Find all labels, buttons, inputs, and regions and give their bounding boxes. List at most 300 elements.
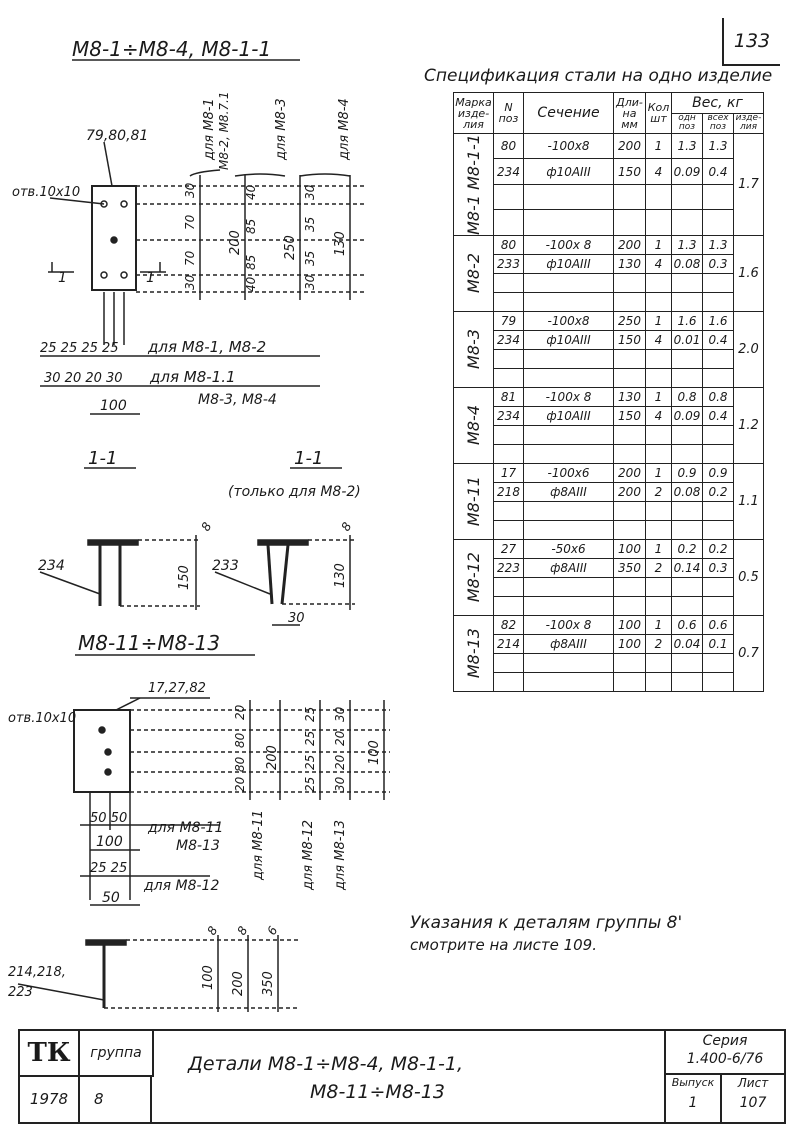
hdr-w-one: одн поз: [672, 113, 703, 134]
spec-row: [454, 672, 764, 691]
spec-row: [454, 596, 764, 615]
spec-cell-w2: [703, 577, 734, 596]
spec-cell-s: -100x 8: [524, 235, 614, 254]
spec-item-weight: 1.1: [734, 463, 764, 539]
spec-cell-s: [524, 520, 614, 539]
hdr-mark: Марка изде-лия: [454, 93, 494, 134]
spec-cell-w1: 0.8: [672, 387, 703, 406]
spec-cell-q: [646, 273, 672, 292]
spec-cell-w1: [672, 368, 703, 387]
spec-row: [454, 444, 764, 463]
spec-cell-w2: 0.3: [703, 558, 734, 577]
spec-cell-w1: 1.6: [672, 311, 703, 330]
section-dim-30: 30: [288, 611, 305, 626]
spec-cell-n: 82: [494, 615, 524, 634]
spec-row: [454, 634, 764, 653]
spec-cell-q: 2: [646, 558, 672, 577]
spec-cell-s: [524, 368, 614, 387]
dim-130: 130: [333, 231, 348, 256]
spec-cell-l: [614, 425, 646, 444]
spec-cell-w2: 1.3: [703, 134, 734, 159]
spec-cell-w2: 0.2: [703, 539, 734, 558]
spec-item-weight: 1.7: [734, 134, 764, 236]
spec-cell-l: [614, 653, 646, 672]
spec-cell-s: [524, 292, 614, 311]
spec-cell-l: 150: [614, 330, 646, 349]
spec-cell-l: 130: [614, 254, 646, 273]
section-pos-233: 233: [212, 558, 239, 574]
mid-dim-20d: 20: [333, 754, 347, 770]
section-thk-8a: 8: [198, 519, 215, 534]
spec-cell-w2: [703, 501, 734, 520]
dim-m83-4: 40: [244, 276, 258, 292]
mid-dim-25b: 25: [303, 730, 317, 746]
spec-mark: М8-11: [463, 476, 483, 527]
spec-cell-l: 350: [614, 558, 646, 577]
spec-cell-w1: [672, 577, 703, 596]
dim-m84-1: 30: [303, 184, 317, 200]
bottom-thk-6: 6: [264, 923, 281, 938]
hdr-length: Дли-на мм: [614, 93, 646, 134]
note-line2: смотрите на листе 109.: [410, 936, 597, 954]
spec-cell-l: [614, 501, 646, 520]
spec-row: [454, 653, 764, 672]
spec-cell-n: [494, 292, 524, 311]
spec-mark-cell: [454, 539, 494, 615]
spec-cell-l: [614, 672, 646, 691]
spec-cell-w1: [672, 184, 703, 209]
spec-cell-l: [614, 273, 646, 292]
spec-item-weight: 0.5: [734, 539, 764, 615]
mid-label-m812: для М8-12: [301, 820, 316, 890]
mid-dim-200: 200: [265, 745, 280, 770]
spec-cell-l: 200: [614, 482, 646, 501]
spec-cell-n: [494, 210, 524, 236]
mid-width-row1: 50 50: [90, 811, 128, 826]
spec-table: [453, 92, 764, 692]
mid-width-100: 100: [96, 834, 123, 850]
spec-cell-s: -100x8: [524, 134, 614, 159]
label-for-m81: для М8-1: [202, 98, 217, 160]
spec-cell-l: [614, 444, 646, 463]
bottom-marks-2: 223: [8, 985, 33, 1000]
spec-cell-n: [494, 444, 524, 463]
spec-item-weight: 1.2: [734, 387, 764, 463]
dim-30-b: 30: [183, 274, 197, 290]
spec-cell-l: 100: [614, 539, 646, 558]
tk-logo: ТК: [20, 1031, 80, 1077]
spec-mark-cell: [454, 311, 494, 387]
spec-cell-w1: [672, 349, 703, 368]
spec-item-weight: 1.6: [734, 235, 764, 311]
spec-cell-n: [494, 653, 524, 672]
spec-cell-w1: [672, 210, 703, 236]
spec-cell-n: 27: [494, 539, 524, 558]
spec-cell-s: -100x8: [524, 311, 614, 330]
spec-cell-l: [614, 210, 646, 236]
spec-cell-w2: [703, 653, 734, 672]
spec-cell-w2: [703, 672, 734, 691]
issue-label: Выпуск: [671, 1076, 715, 1089]
spec-cell-s: [524, 210, 614, 236]
spec-cell-q: 1: [646, 311, 672, 330]
width-row1-label: для М8-1, М8-2: [148, 338, 267, 356]
spec-cell-w2: 0.3: [703, 254, 734, 273]
spec-item-weight: 0.7: [734, 615, 764, 691]
spec-item-weight: 2.0: [734, 311, 764, 387]
section-1-1b-note: (только для М8-2): [228, 484, 361, 500]
spec-cell-n: 234: [494, 330, 524, 349]
spec-cell-n: [494, 368, 524, 387]
spec-cell-q: [646, 184, 672, 209]
year: 1978: [20, 1077, 80, 1122]
hdr-w-all: всех поз: [703, 113, 734, 134]
hdr-weight: Вес, кг: [672, 93, 764, 114]
spec-cell-q: 4: [646, 159, 672, 184]
spec-cell-n: [494, 349, 524, 368]
spec-cell-n: 234: [494, 159, 524, 184]
dim-250: 250: [283, 235, 298, 260]
spec-cell-n: [494, 273, 524, 292]
sheet-value: 107: [739, 1095, 767, 1111]
spec-cell-w2: [703, 273, 734, 292]
spec-cell-q: [646, 292, 672, 311]
mid-dim-80b: 80: [233, 756, 247, 772]
dim-m83-2: 85: [244, 218, 258, 234]
mid-dim-25a: 25: [303, 706, 317, 722]
spec-row: [454, 159, 764, 184]
bottom-dim-100: 100: [201, 965, 216, 990]
spec-cell-w2: [703, 596, 734, 615]
width-row2-label2: М8-3, М8-4: [198, 392, 277, 408]
sheet-number: 133: [722, 18, 780, 66]
section-1-1b: 1-1: [294, 448, 324, 469]
spec-cell-w1: [672, 501, 703, 520]
width-100: 100: [100, 398, 127, 414]
spec-cell-l: [614, 292, 646, 311]
spec-row: [454, 539, 764, 558]
hdr-section: Сечение: [524, 93, 614, 134]
spec-cell-n: 80: [494, 235, 524, 254]
title-mid: М8-11÷М8-13: [78, 631, 221, 655]
width-row1: 25 25 25 25: [40, 341, 119, 356]
spec-cell-s: -100x 8: [524, 615, 614, 634]
spec-cell-n: [494, 672, 524, 691]
spec-cell-n: [494, 520, 524, 539]
bottom-marks: 214,218,: [8, 965, 66, 980]
spec-cell-w1: [672, 273, 703, 292]
spec-cell-s: [524, 596, 614, 615]
spec-cell-w1: 0.14: [672, 558, 703, 577]
spec-cell-w1: [672, 425, 703, 444]
spec-mark: М8-3: [463, 329, 483, 370]
note-line1: Указания к деталям группы 8': [410, 913, 683, 933]
spec-cell-w1: 1.3: [672, 235, 703, 254]
spec-cell-n: [494, 425, 524, 444]
spec-cell-w1: 1.3: [672, 134, 703, 159]
spec-cell-q: [646, 520, 672, 539]
spec-cell-q: [646, 349, 672, 368]
spec-cell-s: ф8АIII: [524, 482, 614, 501]
spec-cell-w1: 0.09: [672, 406, 703, 425]
issue-value: 1: [688, 1095, 698, 1111]
section-dim-130: 130: [333, 563, 348, 588]
spec-cell-q: [646, 425, 672, 444]
spec-cell-s: ф10АIII: [524, 254, 614, 273]
spec-cell-q: 2: [646, 482, 672, 501]
spec-cell-s: [524, 273, 614, 292]
spec-row: [454, 387, 764, 406]
spec-cell-q: [646, 501, 672, 520]
spec-cell-s: [524, 184, 614, 209]
marks-mid: 17,27,82: [148, 681, 206, 696]
spec-mark: М8-2: [463, 253, 483, 294]
label-for-m82: М8-2, М8.7.1: [217, 91, 231, 170]
dim-70-a: 70: [183, 214, 197, 230]
section-1-1: 1-1: [88, 448, 118, 469]
mid-width-row2-label: для М8-12: [144, 878, 220, 894]
dim-30-a: 30: [183, 182, 197, 198]
mid-dim-30a: 30: [333, 706, 347, 722]
spec-cell-q: [646, 596, 672, 615]
spec-cell-w1: 0.6: [672, 615, 703, 634]
spec-cell-w2: 0.8: [703, 387, 734, 406]
spec-cell-w1: [672, 444, 703, 463]
spec-cell-w2: 0.4: [703, 159, 734, 184]
mid-dim-100: 100: [367, 740, 382, 765]
label-for-m83: для М8-3: [274, 98, 289, 160]
dim-70-b: 70: [183, 250, 197, 266]
bottom-thk-8b: 8: [234, 923, 251, 938]
spec-row: [454, 558, 764, 577]
title-block: [18, 1029, 786, 1124]
spec-cell-n: 17: [494, 463, 524, 482]
spec-cell-l: [614, 577, 646, 596]
spec-mark: М8-4: [463, 405, 483, 446]
spec-cell-n: [494, 501, 524, 520]
spec-cell-w1: 0.09: [672, 159, 703, 184]
hdr-w-item: изде-лия: [734, 113, 764, 134]
spec-cell-s: ф10АIII: [524, 330, 614, 349]
spec-cell-s: [524, 577, 614, 596]
spec-row: [454, 134, 764, 159]
spec-row: [454, 520, 764, 539]
spec-row: [454, 235, 764, 254]
spec-cell-l: [614, 184, 646, 209]
mid-dim-20a: 20: [233, 704, 247, 720]
spec-cell-s: [524, 349, 614, 368]
spec-cell-q: 1: [646, 235, 672, 254]
spec-cell-q: 1: [646, 463, 672, 482]
section-dim-150: 150: [177, 565, 192, 590]
spec-cell-s: [524, 444, 614, 463]
section-mark-left: 1: [58, 270, 67, 286]
spec-row: [454, 330, 764, 349]
hole-mid: отв.10x10: [8, 711, 77, 726]
spec-cell-q: 4: [646, 330, 672, 349]
section-thk-8b: 8: [338, 519, 355, 534]
mid-width-row2: 25 25: [90, 861, 128, 876]
mid-width-50: 50: [102, 890, 120, 906]
spec-cell-w1: 0.01: [672, 330, 703, 349]
mid-dim-30b: 30: [333, 776, 347, 792]
spec-cell-s: [524, 501, 614, 520]
spec-cell-q: [646, 210, 672, 236]
spec-mark-cell: [454, 235, 494, 311]
hdr-num: N поз: [494, 93, 524, 134]
series-value: 1.400-6/76: [686, 1051, 764, 1067]
spec-cell-n: 79: [494, 311, 524, 330]
spec-row: [454, 482, 764, 501]
spec-cell-n: [494, 577, 524, 596]
spec-cell-w2: [703, 292, 734, 311]
dim-m84-3: 35: [303, 250, 317, 266]
spec-mark: М8-12: [463, 552, 483, 603]
dim-m84-2: 35: [303, 216, 317, 232]
title-line1: Детали М8-1÷М8-4, М8-1-1,: [188, 1053, 464, 1075]
spec-cell-w2: [703, 210, 734, 236]
spec-cell-n: 214: [494, 634, 524, 653]
dim-200: 200: [228, 230, 243, 255]
mid-dim-20b: 20: [233, 776, 247, 792]
spec-cell-w1: [672, 520, 703, 539]
spec-cell-s: -50x6: [524, 539, 614, 558]
spec-row: [454, 311, 764, 330]
spec-cell-l: 200: [614, 235, 646, 254]
spec-cell-q: 2: [646, 634, 672, 653]
spec-cell-w2: [703, 184, 734, 209]
spec-cell-s: ф10АIII: [524, 406, 614, 425]
dim-m83-3: 85: [244, 254, 258, 270]
title-top: М8-1÷М8-4, М8-1-1: [72, 37, 272, 61]
spec-cell-s: -100x6: [524, 463, 614, 482]
spec-cell-n: [494, 596, 524, 615]
spec-cell-w1: [672, 292, 703, 311]
spec-row: [454, 184, 764, 209]
mid-label-m813: для М8-13: [333, 820, 348, 890]
mid-label-m811: для М8-11: [251, 810, 266, 880]
spec-row: [454, 577, 764, 596]
spec-cell-w1: [672, 596, 703, 615]
spec-cell-s: -100x 8: [524, 387, 614, 406]
spec-row: [454, 254, 764, 273]
spec-cell-w2: [703, 444, 734, 463]
spec-cell-q: [646, 368, 672, 387]
spec-row: [454, 425, 764, 444]
spec-cell-l: 250: [614, 311, 646, 330]
mid-dim-25c: 25: [303, 754, 317, 770]
spec-cell-q: [646, 577, 672, 596]
spec-cell-w1: 0.08: [672, 482, 703, 501]
spec-cell-l: [614, 349, 646, 368]
spec-cell-q: 4: [646, 254, 672, 273]
spec-row: [454, 349, 764, 368]
spec-cell-w1: 0.08: [672, 254, 703, 273]
spec-cell-q: [646, 444, 672, 463]
spec-row: [454, 463, 764, 482]
spec-cell-l: 100: [614, 615, 646, 634]
spec-cell-n: 81: [494, 387, 524, 406]
group-label: группа: [80, 1031, 154, 1077]
spec-cell-n: 223: [494, 558, 524, 577]
width-row2-label: для М8-1.1: [150, 368, 236, 386]
spec-cell-w1: [672, 672, 703, 691]
spec-cell-w2: [703, 349, 734, 368]
spec-row: [454, 368, 764, 387]
marks-top: 79,80,81: [86, 128, 149, 144]
spec-cell-s: [524, 425, 614, 444]
spec-cell-w2: [703, 368, 734, 387]
bottom-thk-8a: 8: [204, 923, 221, 938]
spec-cell-s: [524, 672, 614, 691]
section-pos-234: 234: [38, 558, 65, 574]
spec-cell-s: ф8АIII: [524, 558, 614, 577]
spec-cell-l: 130: [614, 387, 646, 406]
dim-m83-1: 40: [244, 184, 258, 200]
spec-cell-q: 4: [646, 406, 672, 425]
group-value: 8: [80, 1077, 152, 1122]
spec-mark-cell: [454, 134, 494, 236]
spec-mark-cell: [454, 463, 494, 539]
spec-cell-l: 200: [614, 134, 646, 159]
spec-cell-l: 150: [614, 159, 646, 184]
section-mark-right: 1: [146, 270, 155, 286]
spec-cell-n: 234: [494, 406, 524, 425]
mid-width-row1-label2: М8-13: [176, 838, 220, 854]
spec-row: [454, 501, 764, 520]
spec-cell-q: 1: [646, 387, 672, 406]
spec-cell-n: 233: [494, 254, 524, 273]
spec-cell-n: 80: [494, 134, 524, 159]
spec-cell-q: 1: [646, 134, 672, 159]
spec-cell-w2: 0.4: [703, 406, 734, 425]
spec-cell-l: 200: [614, 463, 646, 482]
spec-cell-l: 100: [614, 634, 646, 653]
spec-title: Спецификация стали на одно изделие: [424, 66, 773, 86]
spec-mark: М8-13: [463, 628, 483, 679]
spec-cell-w1: 0.2: [672, 539, 703, 558]
spec-cell-w2: 0.6: [703, 615, 734, 634]
spec-cell-w2: [703, 425, 734, 444]
spec-cell-w2: 0.1: [703, 634, 734, 653]
spec-cell-n: [494, 184, 524, 209]
spec-row: [454, 210, 764, 236]
bottom-dim-200: 200: [231, 971, 246, 996]
spec-cell-w2: 1.6: [703, 311, 734, 330]
spec-row: [454, 615, 764, 634]
spec-cell-s: [524, 653, 614, 672]
hdr-qty: Кол шт: [646, 93, 672, 134]
mid-dim-20c: 20: [333, 730, 347, 746]
label-for-m84: для М8-4: [337, 98, 352, 160]
spec-cell-n: 218: [494, 482, 524, 501]
spec-cell-w1: 0.9: [672, 463, 703, 482]
spec-mark-cell: [454, 387, 494, 463]
spec-row: [454, 292, 764, 311]
width-row2: 30 20 20 30: [44, 371, 123, 386]
spec-cell-q: 1: [646, 539, 672, 558]
spec-cell-w2: 0.2: [703, 482, 734, 501]
spec-cell-s: ф8АIII: [524, 634, 614, 653]
spec-row: [454, 406, 764, 425]
spec-cell-w2: 0.4: [703, 330, 734, 349]
title-line2: М8-11÷М8-13: [310, 1081, 445, 1103]
mid-dim-25d: 25: [303, 776, 317, 792]
spec-cell-w2: [703, 520, 734, 539]
bottom-dim-350: 350: [261, 971, 276, 996]
spec-cell-q: [646, 653, 672, 672]
spec-cell-q: 1: [646, 615, 672, 634]
